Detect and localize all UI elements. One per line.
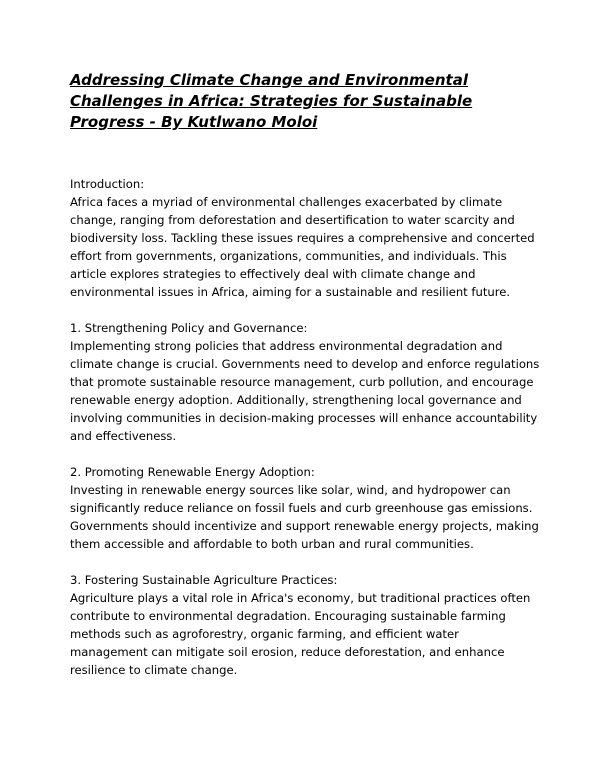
- section-heading: 2. Promoting Renewable Energy Adoption:: [70, 465, 315, 479]
- section-introduction: [70, 175, 540, 301]
- section-heading: 1. Strengthening Policy and Governance:: [70, 321, 308, 335]
- section-policy-governance: [70, 319, 540, 445]
- section-heading: Introduction:: [70, 177, 145, 191]
- section-sustainable-agriculture: [70, 571, 540, 679]
- section-paragraph: Agriculture plays a vital role in Africa's economy, but traditional practices often contribute to environmental degradation. Encouraging sustainable farming methods such as agroforestry, organic farming, and efficient water management can mitigate soil erosion, reduce deforestation, and enhance resilience to climate change.: [70, 591, 531, 677]
- section-heading: 3. Fostering Sustainable Agriculture Practices:: [70, 573, 338, 587]
- section-renewable-energy: [70, 463, 540, 553]
- section-paragraph: Africa faces a myriad of environmental challenges exacerbated by climate change, ranging from deforestation and desertification to water scarcity and biodiversity loss. Tackling these issues requires a comprehensive and concerted effort from governments, organizations, communities, and individuals. This article explores strategies to effectively deal with climate change and environmental issues in Africa, aiming for a sustainable and resilient future.: [70, 195, 535, 299]
- document-body: [70, 175, 540, 679]
- section-paragraph: Implementing strong policies that address environmental degradation and climate change is crucial. Governments need to develop and enforce regulations that promote sustainable resource management, curb pollution, and encourage renewable energy adoption. Additionally, strengthening local governance and involving communities in decision-making processes will enhance accountability and effectiveness.: [70, 339, 540, 443]
- document-title: Addressing Climate Change and Environmental Challenges in Africa: Strategies for Sustainable Progress - By Kutlwano Moloi: [70, 71, 473, 131]
- section-paragraph: Investing in renewable energy sources like solar, wind, and hydropower can significantly reduce reliance on fossil fuels and curb greenhouse gas emissions. Governments should incentivize and support renewable energy projects, making them accessible and affordable to both urban and rural communities.: [70, 483, 539, 551]
